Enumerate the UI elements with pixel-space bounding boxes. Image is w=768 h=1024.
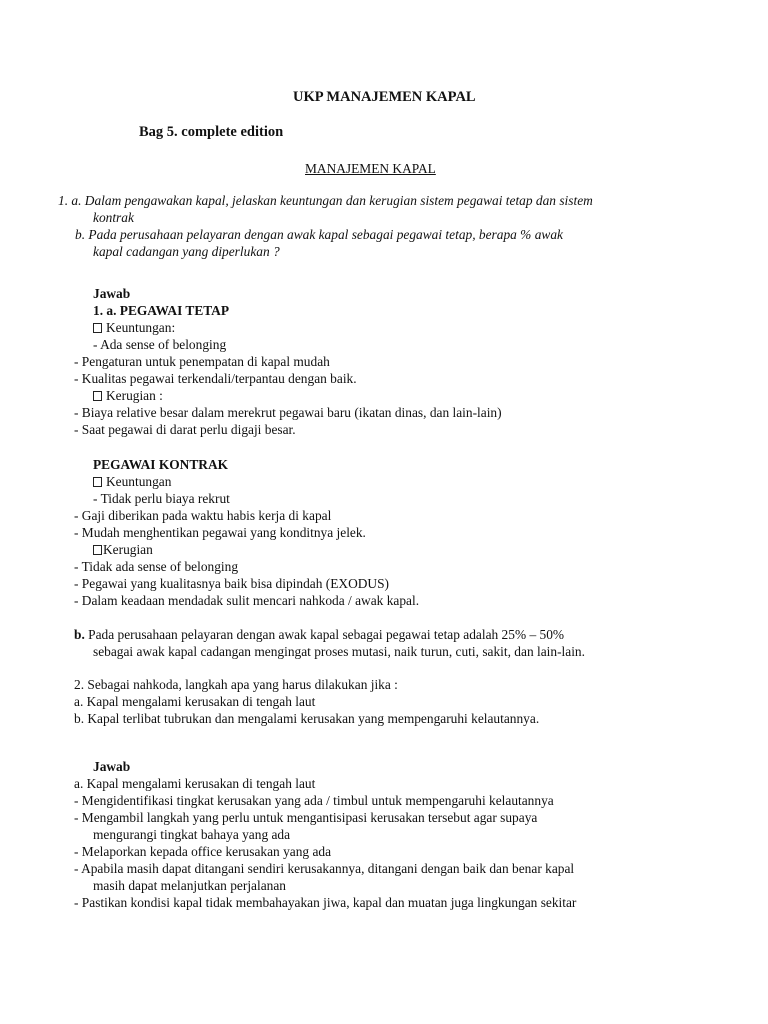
kontrak-kerugian-label: Kerugian: [103, 542, 153, 557]
list-item: - Pegawai yang kualitasnya baik bisa dipindah (EXODUS): [74, 576, 389, 591]
list-item: - Melaporkan kepada office kerusakan yang ada: [74, 844, 332, 859]
question-1a-line1: 1. a. Dalam pengawakan kapal, jelaskan keuntungan dan kerugian sistem pegawai tetap dan sistem: [58, 193, 593, 208]
answer-2a-heading: a. Kapal mengalami kerusakan di tengah laut: [74, 776, 316, 791]
question-2b: b. Kapal terlibat tubrukan dan mengalami kerusakan yang mempengaruhi kelautannya.: [74, 711, 540, 726]
list-item: - Dalam keadaan mendadak sulit mencari nahkoda / awak kapal.: [74, 593, 420, 608]
question-1b-line2: kapal cadangan yang diperlukan ?: [93, 244, 280, 259]
list-item-continuation: masih dapat melanjutkan perjalanan: [93, 878, 286, 893]
kontrak-keuntungan-heading: [93, 473, 171, 490]
list-item-continuation: mengurangi tingkat bahaya yang ada: [93, 827, 291, 842]
checkbox-icon: [93, 323, 102, 333]
list-item: - Ada sense of belonging: [93, 337, 227, 352]
list-item: - Gaji diberikan pada waktu habis kerja di kapal: [74, 508, 332, 523]
list-item: - Mengidentifikasi tingkat kerusakan yang ada / timbul untuk mempengaruhi kelautannya: [74, 793, 554, 808]
list-item: - Pengaturan untuk penempatan di kapal mudah: [74, 354, 330, 369]
question-2a: a. Kapal mengalami kerusakan di tengah laut: [74, 694, 316, 709]
question-2-intro: 2. Sebagai nahkoda, langkah apa yang harus dilakukan jika :: [74, 677, 398, 692]
list-item: - Mengambil langkah yang perlu untuk mengantisipasi kerusakan tersebut agar supaya: [74, 810, 538, 825]
question-1b-line1: b. Pada perusahaan pelayaran dengan awak kapal sebagai pegawai tetap, berapa % awak: [75, 227, 563, 242]
kerugian-label: Kerugian :: [106, 388, 163, 403]
kontrak-kerugian-heading: [93, 541, 153, 558]
keuntungan-heading: [93, 319, 175, 336]
checkbox-icon: [93, 477, 102, 487]
list-item: - Apabila masih dapat ditangani sendiri kerusakannya, ditangani dengan baik dan benar kapal: [74, 861, 575, 876]
list-item: - Kualitas pegawai terkendali/terpantau dengan baik.: [74, 371, 357, 386]
kerugian-heading: [93, 387, 163, 404]
list-item: - Saat pegawai di darat perlu digaji besar.: [74, 422, 296, 437]
document-subtitle: Bag 5. complete edition: [139, 124, 284, 140]
answer-2-label: Jawab: [93, 759, 131, 774]
keuntungan-label: Keuntungan:: [106, 320, 176, 335]
answer-1b-label: b.: [74, 627, 85, 642]
list-item: - Pastikan kondisi kapal tidak membahayakan jiwa, kapal dan muatan juga lingkungan sekitar: [74, 895, 577, 910]
answer-1-heading: 1. a. PEGAWAI TETAP: [93, 303, 230, 318]
answer-1b-line1: [74, 626, 564, 643]
answer-1-label: Jawab: [93, 286, 131, 301]
answer-1b-text: Pada perusahaan pelayaran dengan awak kapal sebagai pegawai tetap adalah 25% – 50%: [84, 627, 565, 642]
list-item: - Tidak ada sense of belonging: [74, 559, 239, 574]
checkbox-icon: [93, 391, 102, 401]
list-item: - Biaya relative besar dalam merekrut pegawai baru (ikatan dinas, dan lain-lain): [74, 405, 502, 420]
list-item: - Tidak perlu biaya rekrut: [93, 491, 230, 506]
document-title: UKP MANAJEMEN KAPAL: [293, 89, 476, 105]
answer-1b-line2: sebagai awak kapal cadangan mengingat proses mutasi, naik turun, cuti, sakit, dan lain-lain.: [93, 644, 585, 659]
section-title: MANAJEMEN KAPAL: [305, 161, 436, 176]
kontrak-keuntungan-label: Keuntungan: [106, 474, 172, 489]
kontrak-heading: PEGAWAI KONTRAK: [93, 457, 229, 472]
question-1a-line2: kontrak: [93, 210, 134, 225]
list-item: - Mudah menghentikan pegawai yang konditnya jelek.: [74, 525, 366, 540]
checkbox-icon: [93, 545, 102, 555]
